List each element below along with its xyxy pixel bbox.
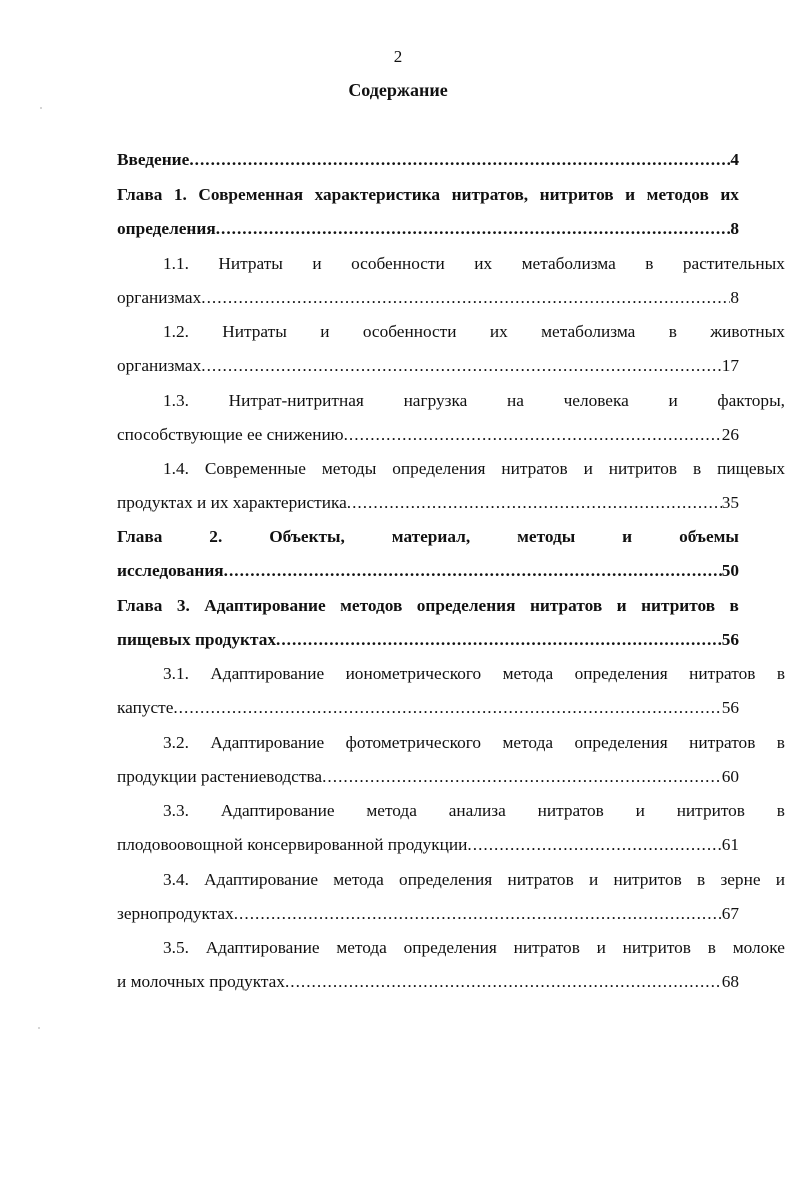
toc-entry-title: капусте (117, 698, 174, 717)
toc-leader-dots (234, 903, 722, 925)
toc-page-number: 56 (721, 630, 739, 649)
toc-leader-dots (347, 492, 722, 514)
toc-word: человека (563, 391, 629, 410)
toc-word: метода (502, 733, 554, 752)
toc-page-number: 26 (721, 425, 739, 444)
toc-entry-3-3-line2[interactable] (117, 834, 739, 856)
toc-page-number: 17 (721, 356, 739, 375)
toc-word: нитратов (507, 870, 574, 889)
toc-word: и (596, 938, 606, 957)
toc-word: Адаптирование (220, 801, 335, 820)
toc-leader-dots (467, 834, 721, 856)
toc-page-number: 35 (721, 493, 739, 512)
toc-word: 3.5. (163, 938, 189, 957)
toc-word: Нитраты (222, 322, 287, 341)
toc-word: пищевых (717, 459, 785, 478)
toc-word: фотометрического (345, 733, 482, 752)
toc-word: нитритов (608, 459, 678, 478)
toc-word: 1.3. (163, 391, 189, 410)
toc-word: и (616, 596, 627, 615)
toc-entry-title: определения (117, 219, 216, 238)
toc-word: и (625, 185, 636, 204)
toc-word: метаболизма (521, 254, 616, 273)
toc-entry-3-2-line2[interactable] (117, 766, 739, 788)
toc-word: зерне (720, 870, 761, 889)
toc-word: нитритов (641, 596, 716, 615)
toc-leader-dots (216, 218, 731, 240)
toc-word: объемы (679, 527, 739, 546)
toc-word: их (720, 185, 739, 204)
toc-entry-ch1-line1[interactable] (117, 184, 739, 206)
toc-word: 3.3. (163, 801, 189, 820)
toc-word: характеристика (314, 185, 441, 204)
toc-word: в (776, 801, 785, 820)
scan-speck (40, 107, 42, 109)
toc-entry-title: Введение (117, 150, 190, 169)
toc-page-number: 8 (730, 288, 739, 307)
toc-leader-dots (201, 355, 721, 377)
toc-word: в (776, 733, 785, 752)
toc-word: нитритов (622, 938, 691, 957)
toc-word: нитратов (501, 459, 568, 478)
toc-word: Нитрат-нитритная (228, 391, 364, 410)
toc-word: Объекты, (269, 527, 345, 546)
toc-word: на (506, 391, 524, 410)
page-title: Содержание (348, 80, 448, 100)
toc-entry-title: продуктах и их характеристика (117, 493, 347, 512)
toc-word: 1.2. (163, 322, 189, 341)
toc-entry-title: зернопродуктах (117, 904, 234, 923)
toc-word: анализа (448, 801, 506, 820)
toc-entry-1-3-line2[interactable] (117, 424, 739, 446)
toc-word: Адаптирование (204, 870, 318, 889)
toc-entry-title: плодовоовощной консервированной продукции (117, 835, 468, 854)
toc-word: Глава (117, 527, 163, 546)
toc-word: факторы, (717, 391, 785, 410)
toc-word: в (697, 870, 706, 889)
toc-page-number: 68 (721, 972, 739, 991)
scan-speck (38, 1027, 40, 1029)
toc-word: Современные (204, 459, 306, 478)
toc-word: их (489, 322, 508, 341)
toc-word: нитратов (689, 664, 756, 683)
toc-entry-1-3-line1[interactable] (117, 390, 785, 412)
toc-word: в (707, 938, 716, 957)
toc-entry-3-1-line1[interactable] (117, 663, 785, 685)
toc-leader-dots (322, 766, 722, 788)
toc-page-number: 50 (721, 561, 739, 580)
toc-leader-dots (224, 560, 722, 582)
toc-entry-title: исследования (117, 561, 224, 580)
toc-word: методов (646, 185, 709, 204)
toc-word: их (474, 254, 493, 273)
toc-leader-dots (189, 149, 730, 171)
toc-word: в (668, 322, 677, 341)
toc-word: метода (366, 801, 417, 820)
toc-word: нитратов (689, 733, 756, 752)
toc-word: в (776, 664, 785, 683)
toc-entry-3-2-line1[interactable] (117, 732, 785, 754)
toc-word: определения (416, 596, 516, 615)
toc-word: и (312, 254, 322, 273)
toc-word: 1.4. (163, 459, 189, 478)
toc-entry-ch2-line1[interactable] (117, 526, 739, 548)
toc-entry-ch2-line2[interactable] (117, 560, 739, 582)
toc-word: 3.4. (163, 870, 189, 889)
toc-entry-title: способствующие ее снижению (117, 425, 344, 444)
toc-word: нитритов (676, 801, 745, 820)
toc-word: метода (336, 938, 387, 957)
page-number: 2 (393, 47, 403, 66)
toc-page-number: 60 (721, 767, 739, 786)
toc-page-number: 56 (721, 698, 739, 717)
toc-entry-title: пищевых продуктах (117, 630, 276, 649)
toc-word: методы (517, 527, 576, 546)
toc-word: и (320, 322, 330, 341)
toc-word: Глава (117, 596, 163, 615)
toc-entry-title: и молочных продуктах (117, 972, 285, 991)
toc-word: определения (574, 664, 668, 683)
toc-entry-3-1-line2[interactable] (117, 697, 739, 719)
toc-word: и (583, 459, 593, 478)
toc-word: Современная (198, 185, 304, 204)
toc-leader-dots (344, 424, 722, 446)
toc-word: и (775, 870, 785, 889)
toc-entry-3-4-line1[interactable] (117, 869, 785, 891)
toc-word: методов (340, 596, 403, 615)
toc-word: и (635, 801, 645, 820)
toc-leader-dots (201, 287, 730, 309)
toc-word: методы (321, 459, 377, 478)
toc-entry-1-4-line1[interactable] (117, 458, 785, 480)
toc-page-number: 4 (730, 150, 739, 169)
toc-entry-title: организмах (117, 288, 202, 307)
toc-entry-intro[interactable] (117, 149, 739, 171)
toc-entry-1-1-line2[interactable] (117, 287, 739, 309)
toc-word: Адаптирование (210, 664, 325, 683)
toc-entry-ch3-line2[interactable] (117, 629, 739, 651)
toc-word: нитратов, (451, 185, 529, 204)
toc-entry-title: организмах (117, 356, 202, 375)
toc-word: метода (502, 664, 554, 683)
toc-word: 2. (209, 527, 223, 546)
toc-entry-1-2-line1[interactable] (117, 321, 785, 343)
toc-word: и (622, 527, 633, 546)
toc-entry-ch1-line2[interactable] (117, 218, 739, 240)
toc-page-number: 67 (721, 904, 739, 923)
toc-word: определения (392, 459, 486, 478)
toc-word: определения (399, 870, 493, 889)
toc-word: нагрузка (403, 391, 468, 410)
toc-leader-dots (276, 629, 722, 651)
toc-word: метаболизма (541, 322, 636, 341)
toc-leader-dots (285, 971, 722, 993)
toc-word: нитратов (537, 801, 604, 820)
toc-word: нитратов (529, 596, 603, 615)
toc-word: животных (710, 322, 785, 341)
toc-word: Глава (117, 185, 163, 204)
toc-entry-3-5-line1[interactable] (117, 937, 785, 959)
toc-word: нитритов (539, 185, 614, 204)
toc-word: и (668, 391, 678, 410)
toc-word: Адаптирование (210, 733, 325, 752)
toc-page-number: 8 (730, 219, 739, 238)
toc-word: нитратов (513, 938, 580, 957)
toc-word: материал, (391, 527, 471, 546)
toc-word: 1.1. (163, 254, 189, 273)
toc-word: в (729, 596, 739, 615)
toc-word: нитритов (613, 870, 682, 889)
toc-page-number: 61 (721, 835, 739, 854)
toc-word: растительных (682, 254, 785, 273)
toc-entry-1-4-line2[interactable] (117, 492, 739, 514)
toc-entry-1-2-line2[interactable] (117, 355, 739, 377)
toc-word: ионометрического (345, 664, 482, 683)
toc-word: 3.2. (163, 733, 189, 752)
toc-word: 3. (176, 596, 190, 615)
toc-word: определения (574, 733, 668, 752)
toc-word: 3.1. (163, 664, 189, 683)
toc-entry-3-4-line2[interactable] (117, 903, 739, 925)
toc-word: Адаптирование (205, 938, 320, 957)
toc-entry-3-5-line2[interactable] (117, 971, 739, 993)
toc-word: Адаптирование (204, 596, 326, 615)
toc-word: в (645, 254, 654, 273)
toc-entry-ch3-line1[interactable] (117, 595, 739, 617)
toc-word: 1. (173, 185, 187, 204)
toc-word: определения (403, 938, 497, 957)
toc-word: в (692, 459, 702, 478)
toc-entry-3-3-line1[interactable] (117, 800, 785, 822)
toc-word: метода (333, 870, 384, 889)
toc-entry-title: продукции растениеводства (117, 767, 323, 786)
toc-word: Нитраты (218, 254, 283, 273)
toc-word: особенности (362, 322, 457, 341)
toc-leader-dots (173, 697, 721, 719)
toc-word: и (588, 870, 599, 889)
toc-word: молоке (732, 938, 785, 957)
toc-entry-1-1-line1[interactable] (117, 253, 785, 275)
toc-word: особенности (351, 254, 445, 273)
